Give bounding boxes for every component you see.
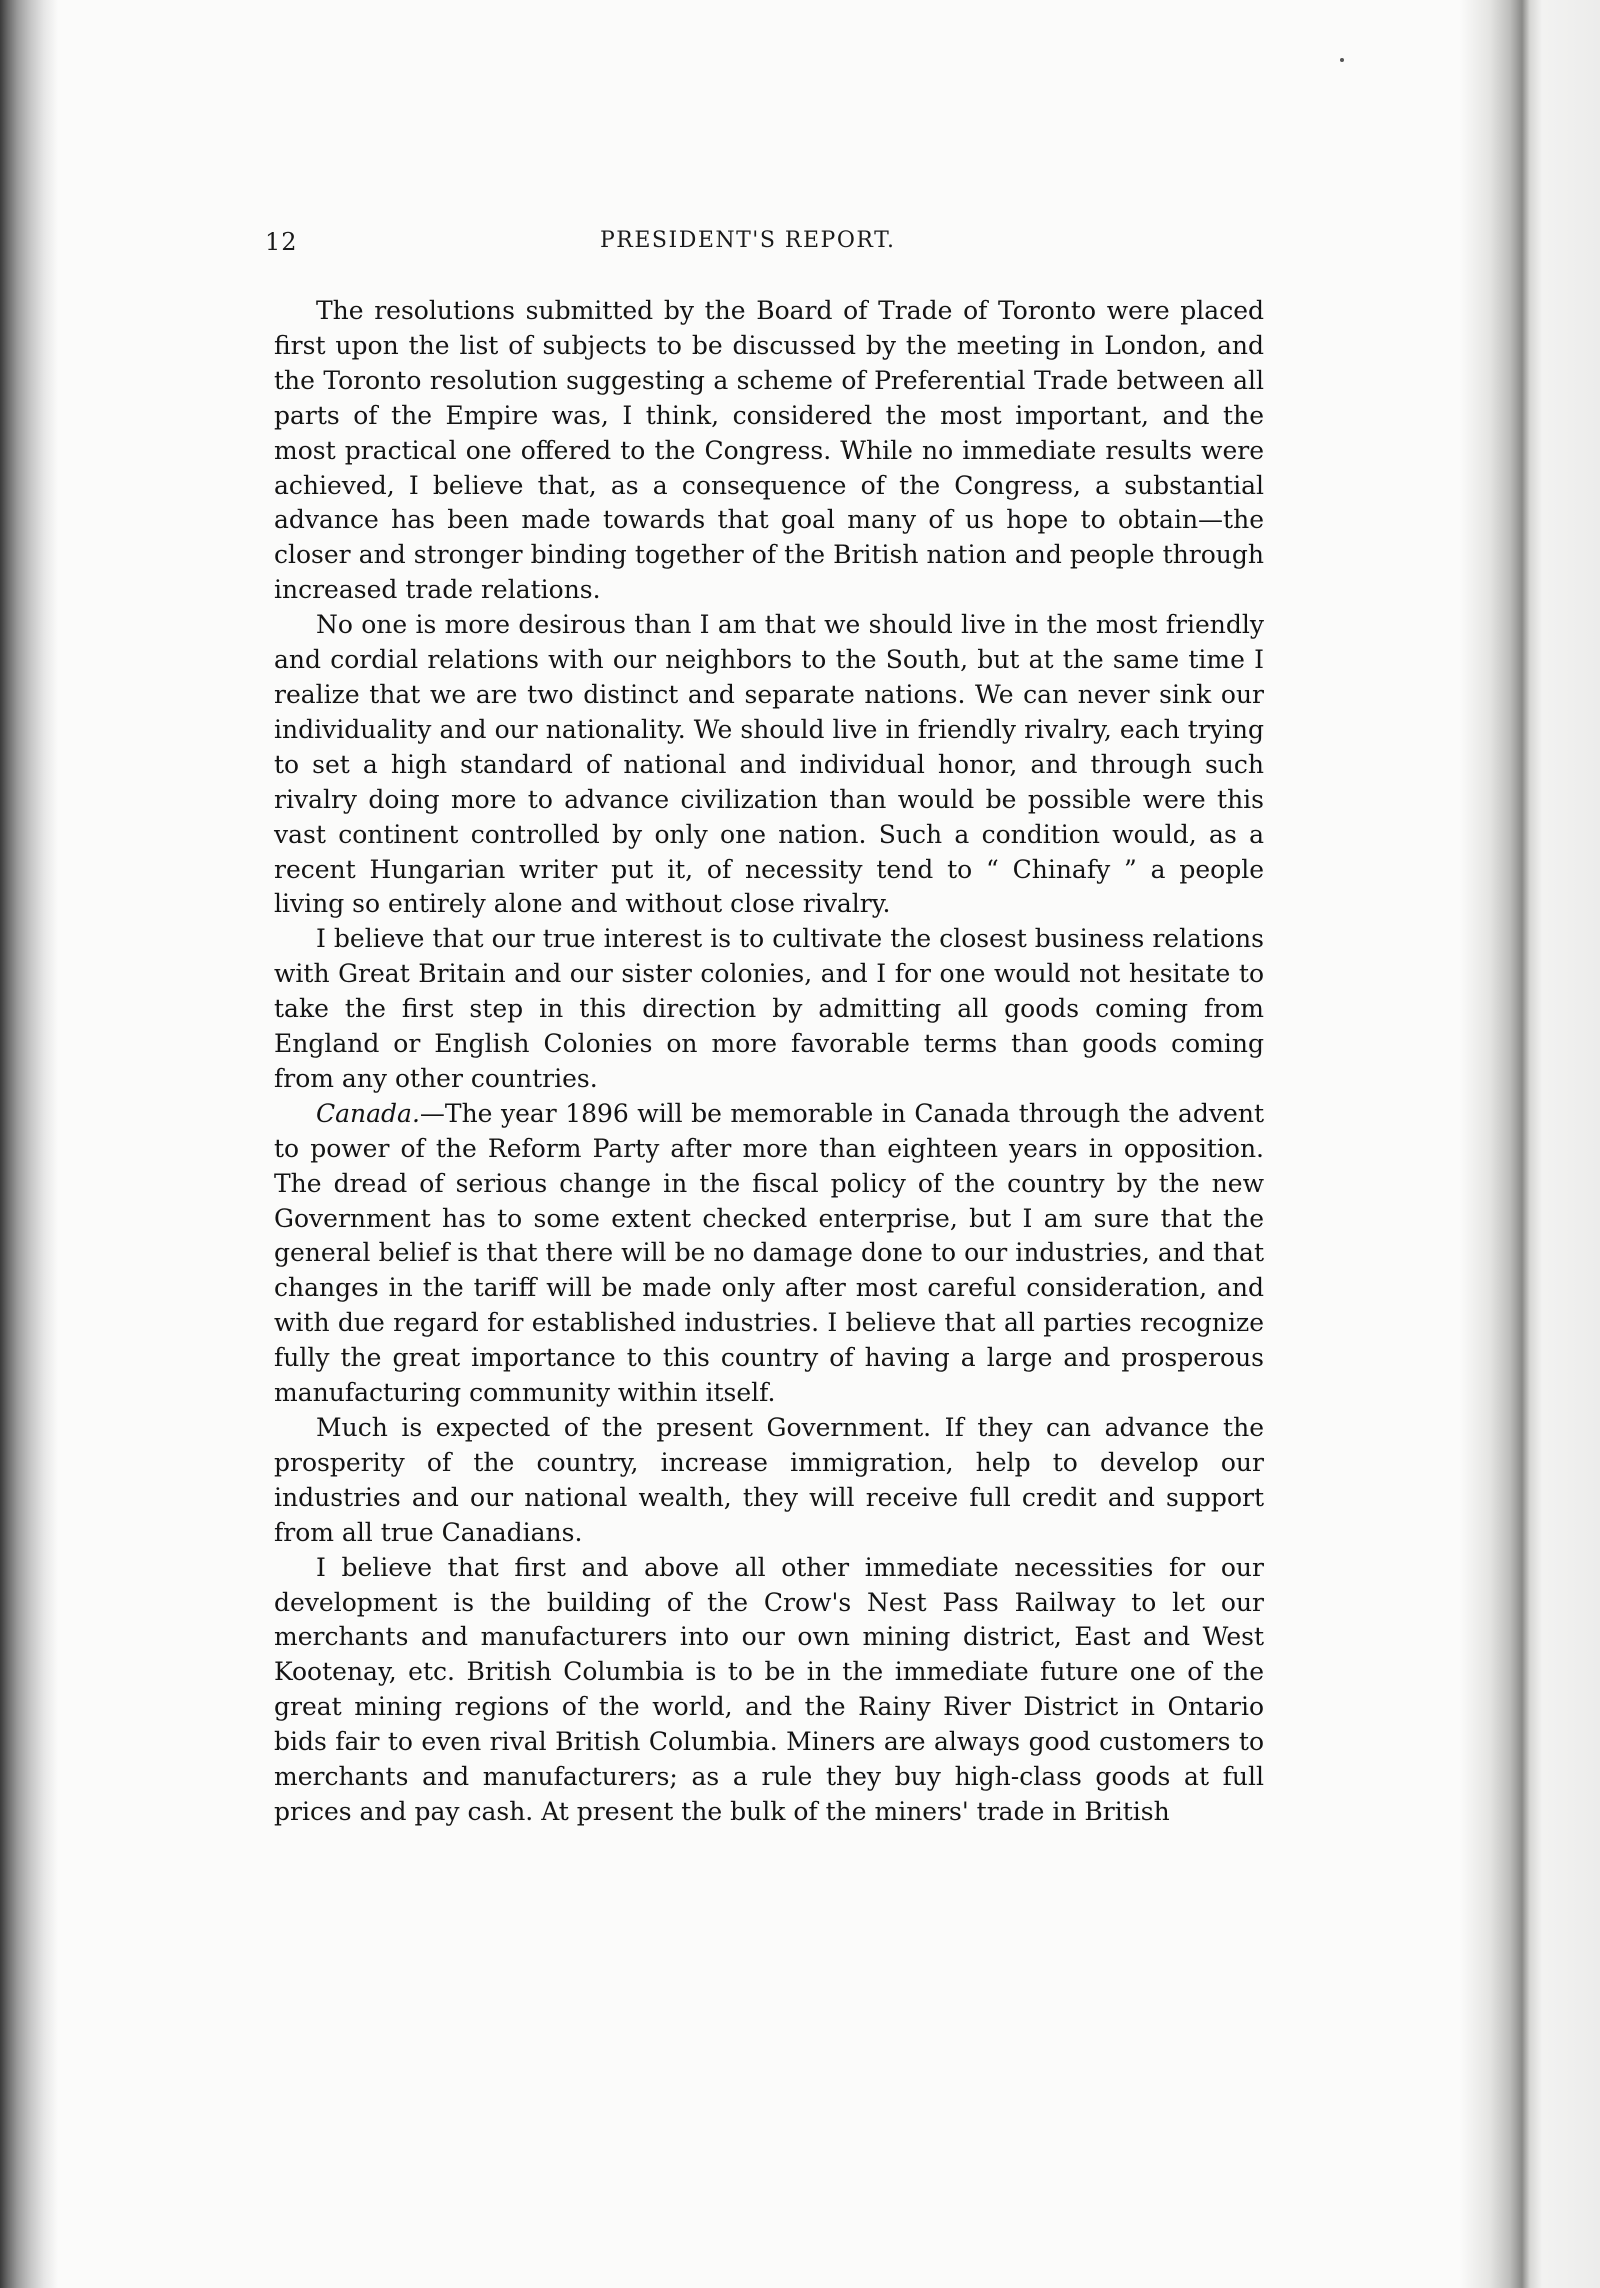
book-binding-edge-right: [1460, 0, 1600, 2288]
page-number: 12: [265, 228, 298, 256]
paragraph-government: [274, 1411, 1264, 1551]
paragraph-text: Much is expected of the present Government. If they can advance the prosperity of the country, increase immigration, help to develop our industries and our national wealth, they will receive full credit and support from all true Canadians.: [274, 1413, 1264, 1547]
paragraph-railway: [274, 1551, 1264, 1830]
paragraph-text: —The year 1896 will be memorable in Canada through the advent to power of the Reform Party after more than eighteen years in opposition. The dread of serious change in the fiscal policy of the country by the new Government has to some extent checked enterprise, but I am sure that the general belief is that there will be no damage done to our industries, and that changes in the tariff will be made only after most careful consideration, and with due regard for established industries. I believe that all parties recognize fully the great importance to this country of having a large and prosperous manufacturing community within itself.: [274, 1098, 1264, 1408]
paragraph-text: No one is more desirous than I am that we should live in the most friendly and cordial relations with our neighbors to the South, but at the same time I realize that we are two distinct and separate nations. We can never sink our individuality and our nationality. We should live in friendly rivalry, each trying to set a high standard of national and individual honor, and through such rivalry doing more to advance civilization than would be possible were this vast continent controlled by only one nation. Such a condition would, as a recent Hungarian writer put it, of necessity tend to “ Chinafy ” a people living so entirely alone and without close rivalry.: [274, 610, 1264, 919]
paragraph-preferential-trade: [274, 294, 1264, 608]
page-header: [265, 228, 1265, 268]
paragraph-lead: Canada.: [316, 1098, 420, 1128]
paragraph-text: I believe that first and above all other immediate necessities for our development is the building of the Crow's Nest Pass Railway to let our merchants and manufacturers into our own mining district, East and West Kootenay, etc. British Columbia is to be in the immediate future one of the great mining regions of the world, and the Rainy River District in Ontario bids fair to even rival British Columbia. Miners are always good customers to merchants and manufacturers; as a rule they buy high-class goods at full prices and pay cash. At present the bulk of the miners' trade in British: [274, 1552, 1264, 1826]
body-text: [274, 294, 1264, 1830]
paragraph-business-relations: [274, 922, 1264, 1097]
paragraph-text: The resolutions submitted by the Board of Trade of Toronto were placed first upon the list of subjects to be discussed by the meeting in London, and the Toronto resolution suggesting a scheme of Preferential Trade between all parts of the Empire was, I think, considered the most important, and the most practical one offered to the Congress. While no immediate results were achieved, I believe that, as a consequence of the Congress, a substantial advance has been made towards that goal many of us hope to obtain—the closer and stronger binding together of the British nation and people through increased trade relations.: [274, 296, 1264, 605]
book-binding-shadow-left: [0, 0, 58, 2288]
paragraph-neighbors-south: [274, 608, 1264, 922]
running-title: PRESIDENT'S REPORT.: [600, 228, 896, 253]
paragraph-text: I believe that our true interest is to cultivate the closest business relations with Great Britain and our sister colonies, and I for one would not hesitate to take the first step in this direction by admitting all goods coming from England or English Colonies on more favorable terms than goods coming from any other countries.: [274, 924, 1264, 1093]
scan-speck: [1340, 58, 1344, 62]
paragraph-canada: [274, 1097, 1264, 1411]
